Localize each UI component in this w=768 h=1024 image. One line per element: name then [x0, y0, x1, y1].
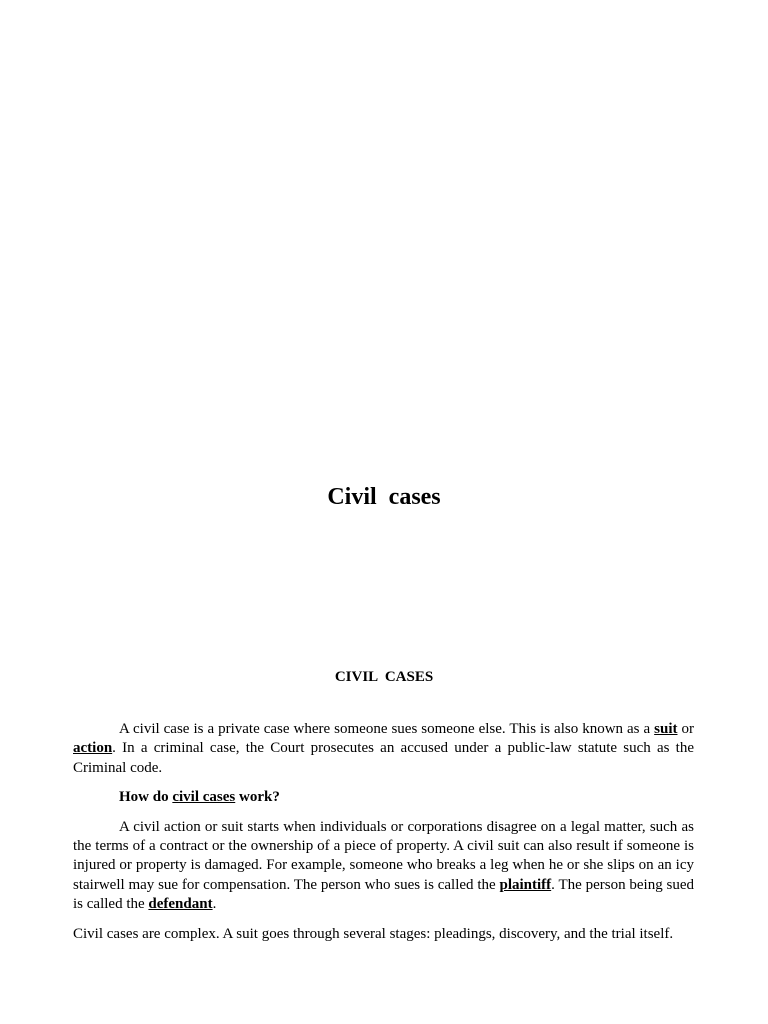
link-civil-cases[interactable]: civil cases: [172, 789, 236, 806]
section-heading: CIVIL CASES: [334, 669, 434, 685]
paragraph-text: A civil action or suit starts when individuals or corporations disagree on a legal matter, such as the terms of a contract or the ownership of a piece of property. A civil suit can also result if someone is injured or property is damaged. For example, someone who breaks a leg when he or she slips on an icy stairwell may sue for compensation. The person who sues is called the: [73, 818, 694, 893]
term-action: action: [73, 740, 113, 757]
subheading-text: How do: [119, 789, 173, 806]
paragraph-stages: Civil cases are complex. A suit goes through several stages: pleadings, discovery, and the trial itself.: [73, 925, 674, 942]
document-title: Civil cases: [327, 484, 441, 510]
subheading-how-civil-cases-work: [73, 788, 694, 807]
paragraph-text: .: [212, 896, 217, 913]
paragraph-text: A civil case is a private case where someone sues someone else. This is also known as a: [119, 721, 655, 737]
paragraph-civil-action: [73, 818, 694, 915]
term-suit: suit: [654, 721, 678, 737]
subheading-text: work?: [235, 789, 280, 806]
paragraph-text: . In a criminal case, the Court prosecutes an accused under a public-law statute such as the Criminal code.: [73, 740, 694, 776]
paragraph-text: or: [677, 721, 694, 737]
term-plaintiff: plaintiff: [499, 876, 552, 893]
body-text: [73, 720, 694, 954]
paragraph-text: . The person being sued is called the: [73, 876, 694, 913]
term-defendant: defendant: [148, 896, 213, 913]
paragraph-intro: [73, 720, 694, 778]
